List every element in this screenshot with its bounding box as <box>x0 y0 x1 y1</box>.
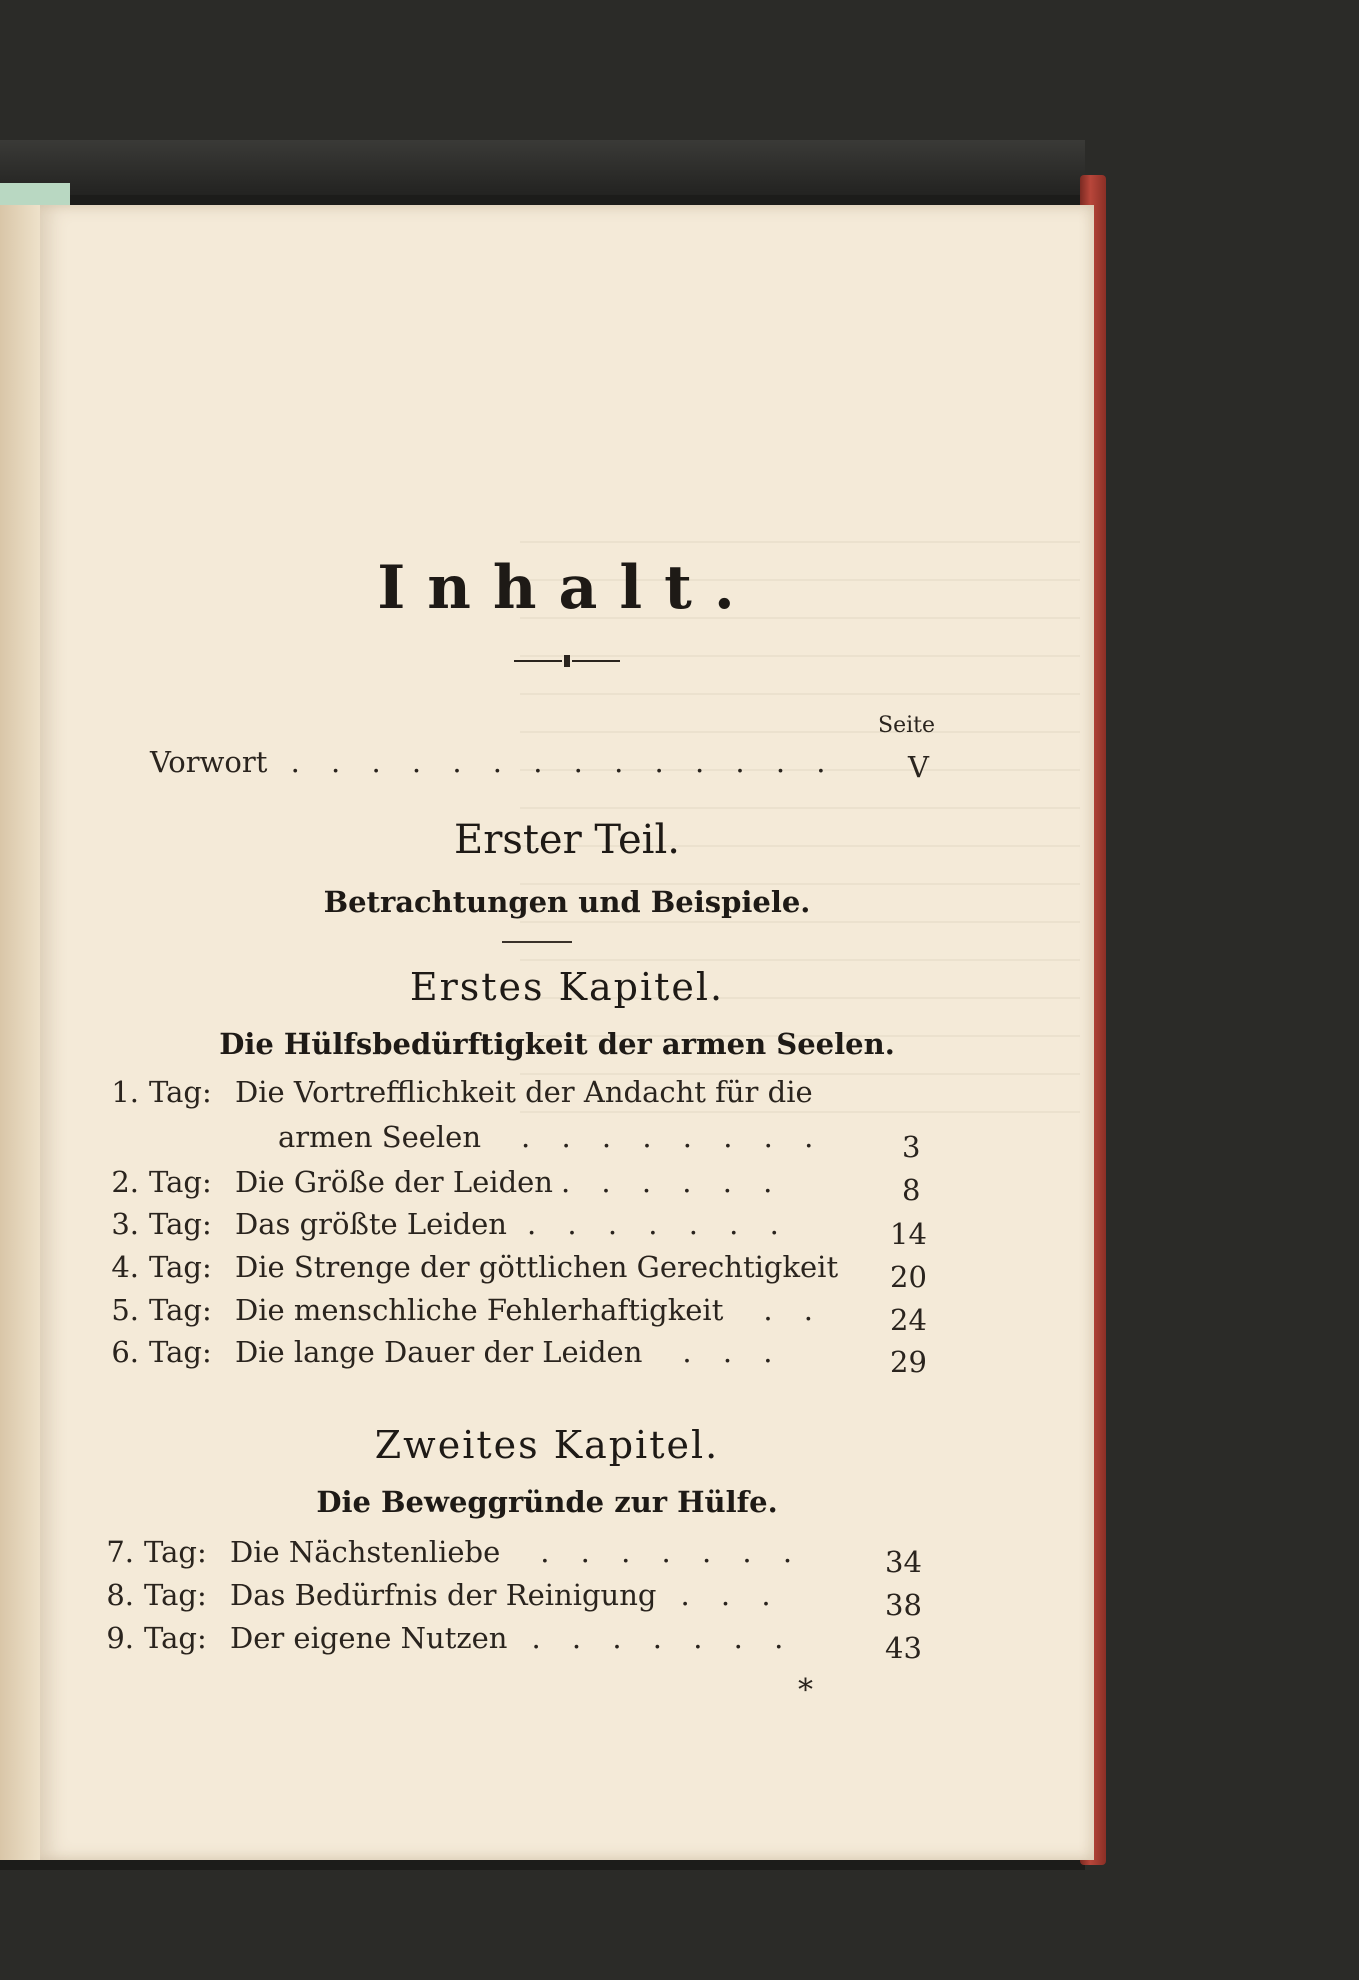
toc-row: 3. Tag: Das größte Leiden . . . . . . . <box>111 1207 790 1241</box>
toc-page: 20 <box>890 1260 927 1294</box>
footer-asterisk: * <box>798 1673 813 1708</box>
page-column-label: Seite <box>878 713 935 738</box>
chapter-subheading-2: Die Beweggründe zur Hülfe. <box>316 1485 778 1519</box>
toc-row: 7. Tag: Die Nächstenliebe . . . . . . . <box>106 1535 804 1569</box>
toc-row-vorwort: Vorwort . . . . . . . . . . . . . . <box>150 745 837 779</box>
toc-page: 3 <box>902 1130 921 1164</box>
part-heading: Erster Teil. <box>454 817 680 863</box>
toc-row-continued: armen Seelen . . . . . . . . <box>278 1120 825 1154</box>
title-ornament <box>40 650 1094 669</box>
toc-label: Vorwort <box>150 745 268 779</box>
toc-page: 29 <box>890 1345 927 1379</box>
book-cover-top <box>0 140 1085 195</box>
toc-page: 8 <box>902 1173 921 1207</box>
toc-row: 6. Tag: Die lange Dauer der Leiden . . . <box>111 1335 784 1369</box>
toc-page: 14 <box>890 1217 927 1251</box>
chapter-subheading-1: Die Hülfsbedürftigkeit der armen Seelen. <box>219 1027 895 1061</box>
toc-row: 8. Tag: Das Bedürfnis der Reinigung . . . <box>106 1578 782 1612</box>
chapter-heading-2: Zweites Kapitel. <box>374 1423 720 1467</box>
toc-page-vorwort: V <box>908 750 929 784</box>
page-title: Inhalt. <box>377 553 757 623</box>
chapter-heading-1: Erstes Kapitel. <box>409 965 725 1009</box>
toc-page: 24 <box>890 1303 927 1337</box>
toc-row: 4. Tag: Die Strenge der göttlichen Gerechtigkeit <box>111 1250 839 1284</box>
toc-row: 1. Tag: Die Vortrefflichkeit der Andacht für die <box>111 1075 813 1109</box>
book-page <box>40 205 1094 1860</box>
toc-row: 2. Tag: Die Größe der Leiden . . . . . . <box>111 1165 784 1199</box>
toc-page: 38 <box>885 1588 922 1622</box>
toc-page: 43 <box>885 1631 922 1665</box>
toc-row: 5. Tag: Die menschliche Fehlerhaftigkeit . . <box>111 1293 825 1327</box>
toc-page: 34 <box>885 1545 922 1579</box>
bookmark-ribbon <box>0 183 70 205</box>
divider-rule <box>502 941 572 943</box>
part-subheading: Betrachtungen und Beispiele. <box>323 885 811 919</box>
toc-row: 9. Tag: Der eigene Nutzen . . . . . . . <box>106 1621 795 1655</box>
